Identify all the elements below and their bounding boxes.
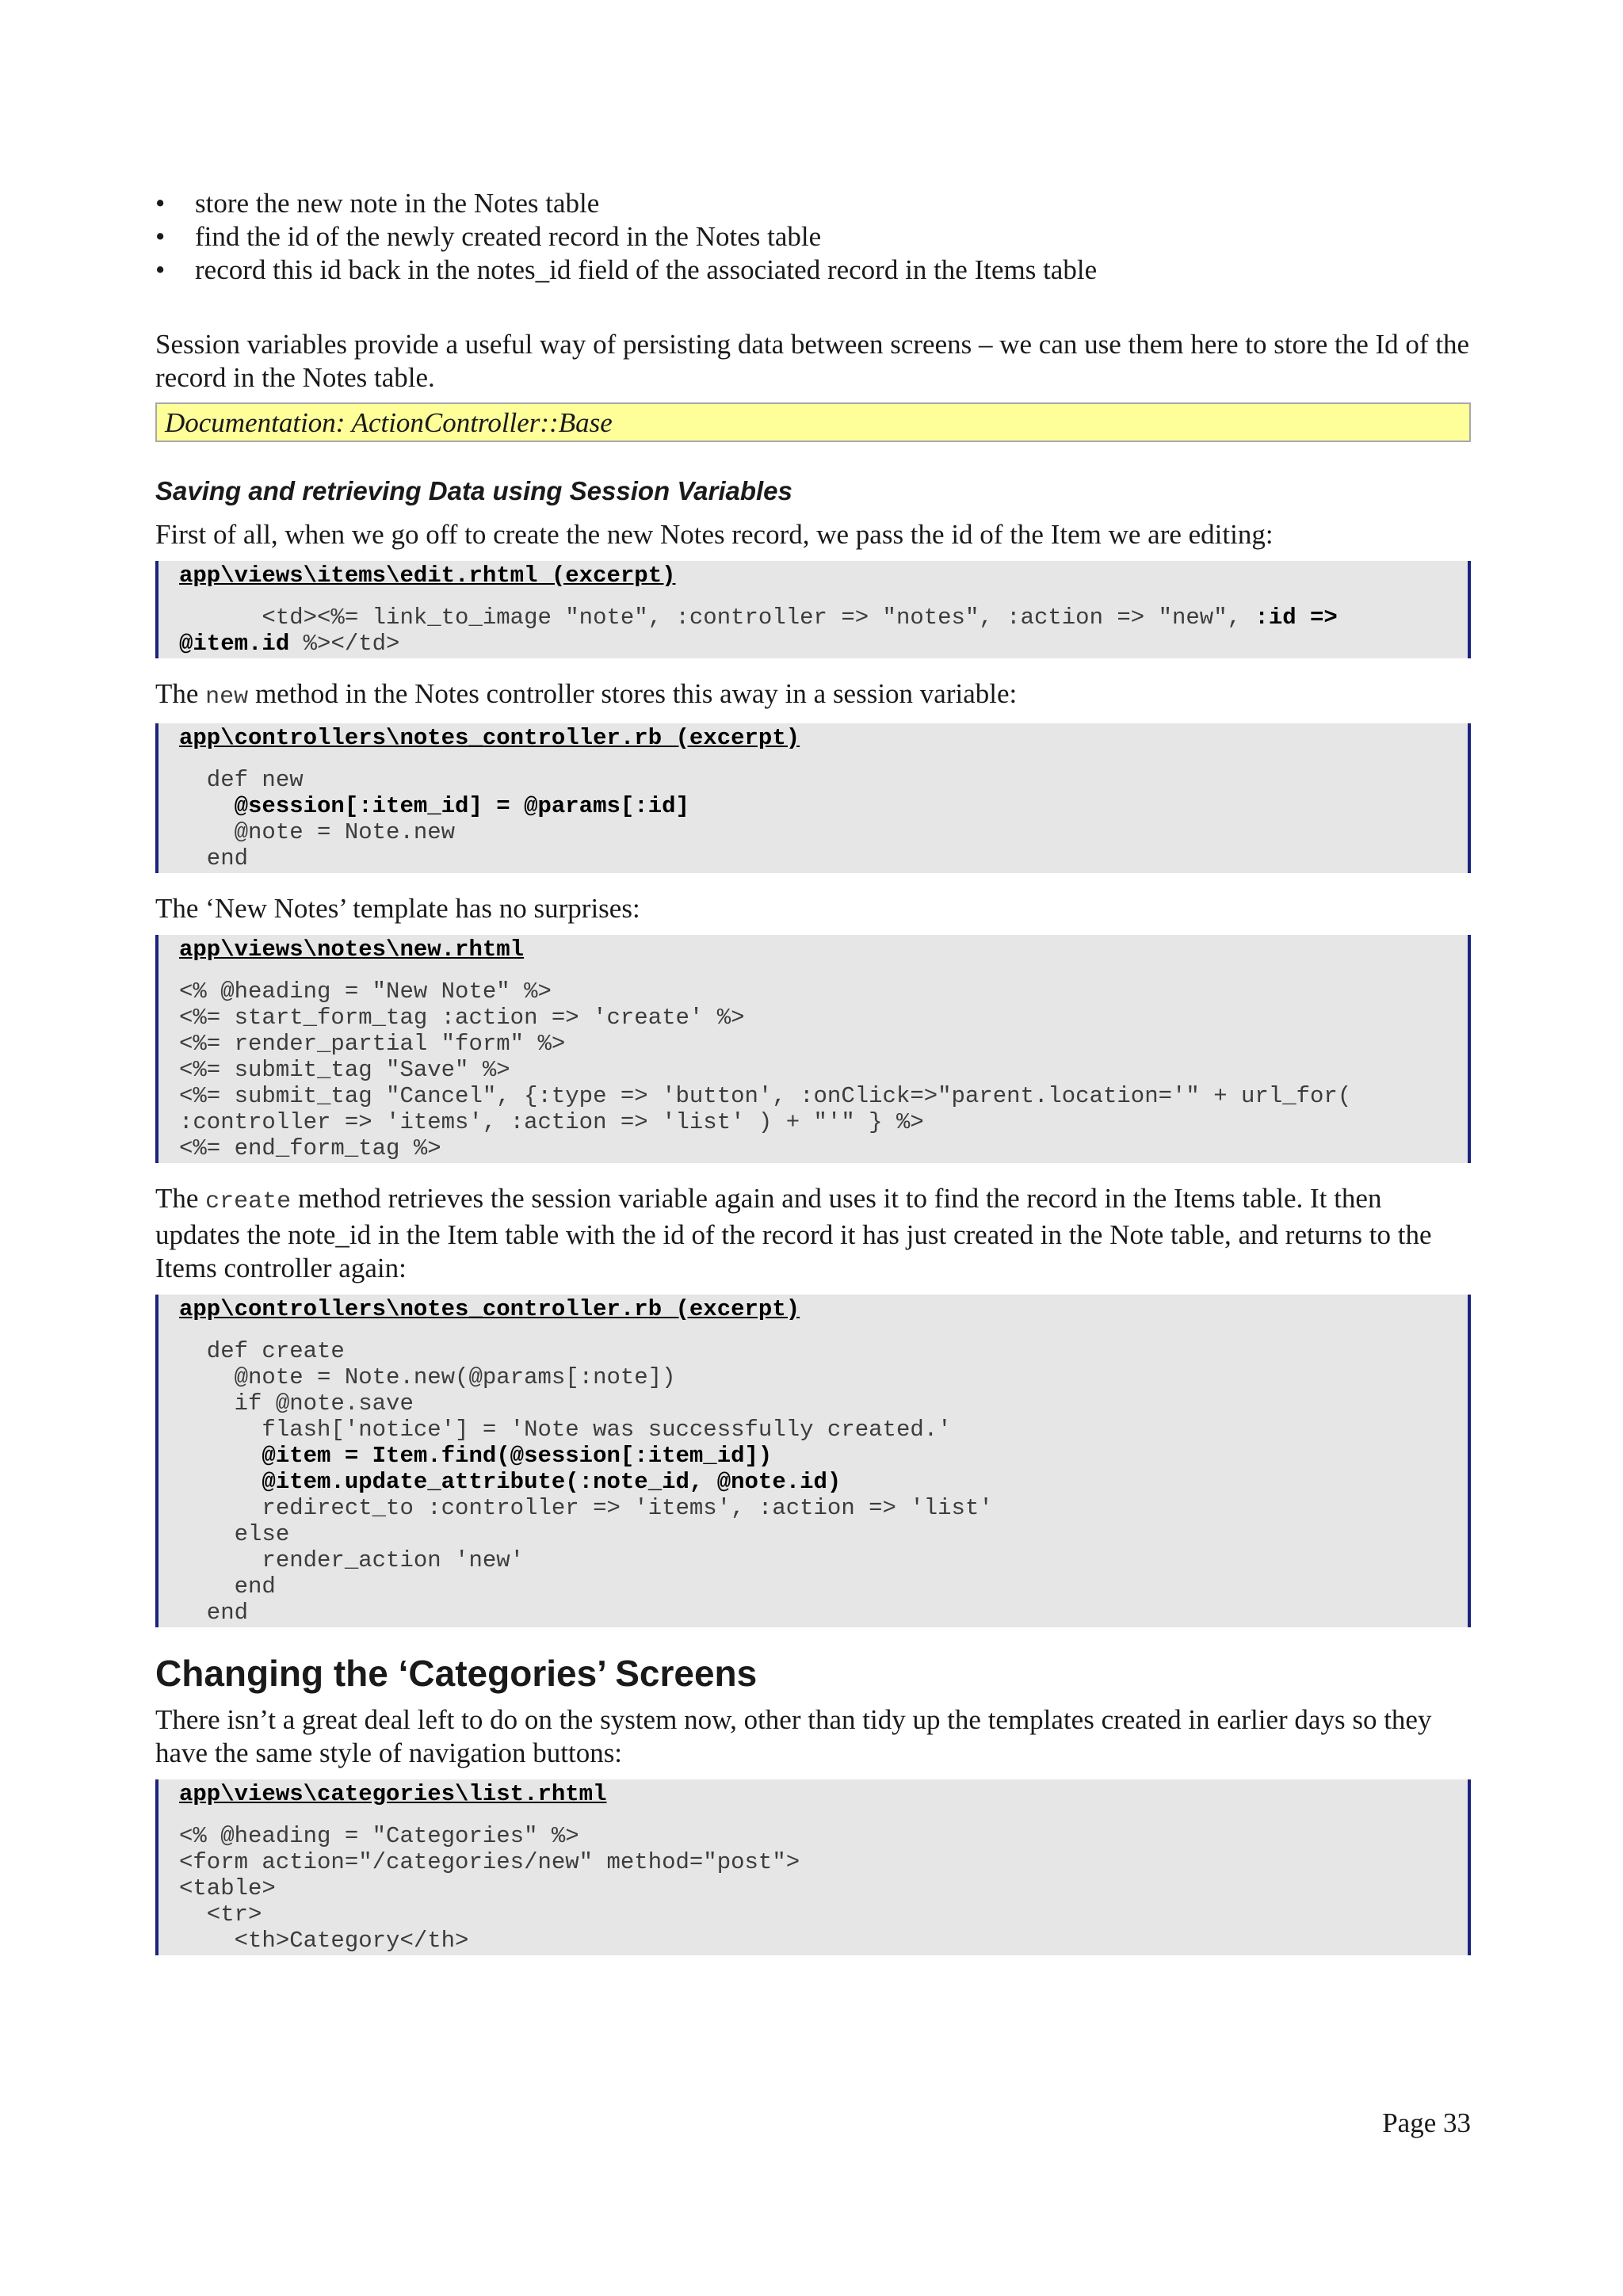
- bullet-list: [155, 187, 1471, 287]
- code-text-bold: @item.id: [179, 631, 290, 657]
- code-line: <%= submit_tag "Cancel", {:type => 'button', :onClick=>"parent.location='" + url_for(: [179, 1083, 1352, 1109]
- text-run: method retrieves the session variable again and uses it to find the record in the Items table. It then updates the note_id in the Item table with the id of the record it has just created in the Note table, and returns to the Items controller again:: [155, 1183, 1432, 1283]
- code-line: [179, 605, 1447, 631]
- code-text-bold: :id =>: [1254, 605, 1338, 631]
- code-block-edit-rhtml: [155, 561, 1471, 658]
- text-run: method in the Notes controller stores this away in a session variable:: [248, 678, 1018, 709]
- page-number: Page 33: [1382, 2107, 1471, 2138]
- chapter-heading: Changing the ‘Categories’ Screens: [155, 1653, 758, 1694]
- documentation-note: Documentation: ActionController::Base: [155, 402, 1471, 442]
- intro-paragraph: Session variables provide a useful way of persisting data between screens – we can use them here to store the Id of the record in the Notes table.: [155, 329, 1470, 393]
- code-filename: app\controllers\notes_controller.rb (excerpt): [179, 1296, 800, 1322]
- code-text-bold: @session[:item_id] = @params[:id]: [179, 793, 689, 819]
- code-filename: app\views\categories\list.rhtml: [179, 1781, 607, 1807]
- code-block-categories-list: [155, 1779, 1471, 1955]
- code-block-new-rhtml: [155, 935, 1471, 1163]
- code-text-bold: @item.update_attribute(:note_id, @note.id): [179, 1469, 842, 1495]
- code-text: <td><%= link_to_image "note", :controller => "notes", :action => "new",: [179, 605, 1255, 631]
- code-line: render_action 'new': [179, 1547, 525, 1573]
- code-line: <form action="/categories/new" method="post">: [179, 1849, 800, 1875]
- code-line: [179, 793, 1447, 819]
- code-line: def create: [179, 1338, 345, 1364]
- code-line: end: [179, 1573, 276, 1600]
- document-page: [155, 187, 1471, 1955]
- inline-code: create: [205, 1188, 292, 1215]
- code-line: @note = Note.new(@params[:note]): [179, 1364, 676, 1390]
- code-text: %></td>: [289, 631, 400, 657]
- code-line: [179, 1443, 1447, 1469]
- code-line: <table>: [179, 1875, 276, 1901]
- code-line: end: [179, 845, 249, 871]
- code-line: [179, 1469, 1447, 1495]
- code-line: @note = Note.new: [179, 819, 456, 845]
- code-line: <th>Category</th>: [179, 1928, 469, 1954]
- code-line: def new: [179, 767, 304, 793]
- paragraph-categories: There isn’t a great deal left to do on the system now, other than tidy up the templates created in earlier days so they have the same style of navigation buttons:: [155, 1704, 1432, 1768]
- code-line: if @note.save: [179, 1390, 414, 1417]
- code-filename: app\views\items\edit.rhtml (excerpt): [179, 563, 676, 589]
- code-line: <% @heading = "New Note" %>: [179, 978, 552, 1005]
- code-line: flash['notice'] = 'Note was successfully created.': [179, 1417, 952, 1443]
- code-block-notes-controller-create: [155, 1295, 1471, 1627]
- code-block-notes-controller-new: [155, 723, 1471, 873]
- code-line: [179, 631, 1447, 657]
- code-line: <%= start_form_tag :action => 'create' %>: [179, 1005, 745, 1031]
- list-item: • store the new note in the Notes table: [155, 187, 1471, 220]
- code-line: <%= submit_tag "Save" %>: [179, 1057, 510, 1083]
- text-run: The: [155, 678, 206, 709]
- code-line: redirect_to :controller => 'items', :action => 'list': [179, 1495, 993, 1521]
- list-item: • find the id of the newly created record in the Notes table: [155, 220, 1471, 254]
- code-line: end: [179, 1600, 249, 1626]
- paragraph-template: The ‘New Notes’ template has no surprises:: [155, 893, 640, 924]
- code-line: <%= render_partial "form" %>: [179, 1031, 566, 1057]
- paragraph-first: First of all, when we go off to create the new Notes record, we pass the id of the Item we are editing:: [155, 519, 1274, 550]
- code-line: <tr>: [179, 1901, 262, 1928]
- list-item: • record this id back in the notes_id field of the associated record in the Items table: [155, 254, 1471, 287]
- code-line: else: [179, 1521, 290, 1547]
- code-line: <% @heading = "Categories" %>: [179, 1823, 579, 1849]
- inline-code: new: [205, 684, 249, 711]
- code-filename: app\views\notes\new.rhtml: [179, 936, 525, 963]
- section-heading: Saving and retrieving Data using Session Variables: [155, 476, 792, 505]
- code-text-bold: @item = Item.find(@session[:item_id]): [179, 1443, 773, 1469]
- text-run: The: [155, 1183, 206, 1214]
- code-line: :controller => 'items', :action => 'list' ) + "'" } %>: [179, 1109, 924, 1135]
- paragraph-new-method: [155, 677, 1471, 714]
- code-line: <%= end_form_tag %>: [179, 1135, 441, 1161]
- code-filename: app\controllers\notes_controller.rb (excerpt): [179, 725, 800, 751]
- paragraph-create-method: [155, 1182, 1471, 1285]
